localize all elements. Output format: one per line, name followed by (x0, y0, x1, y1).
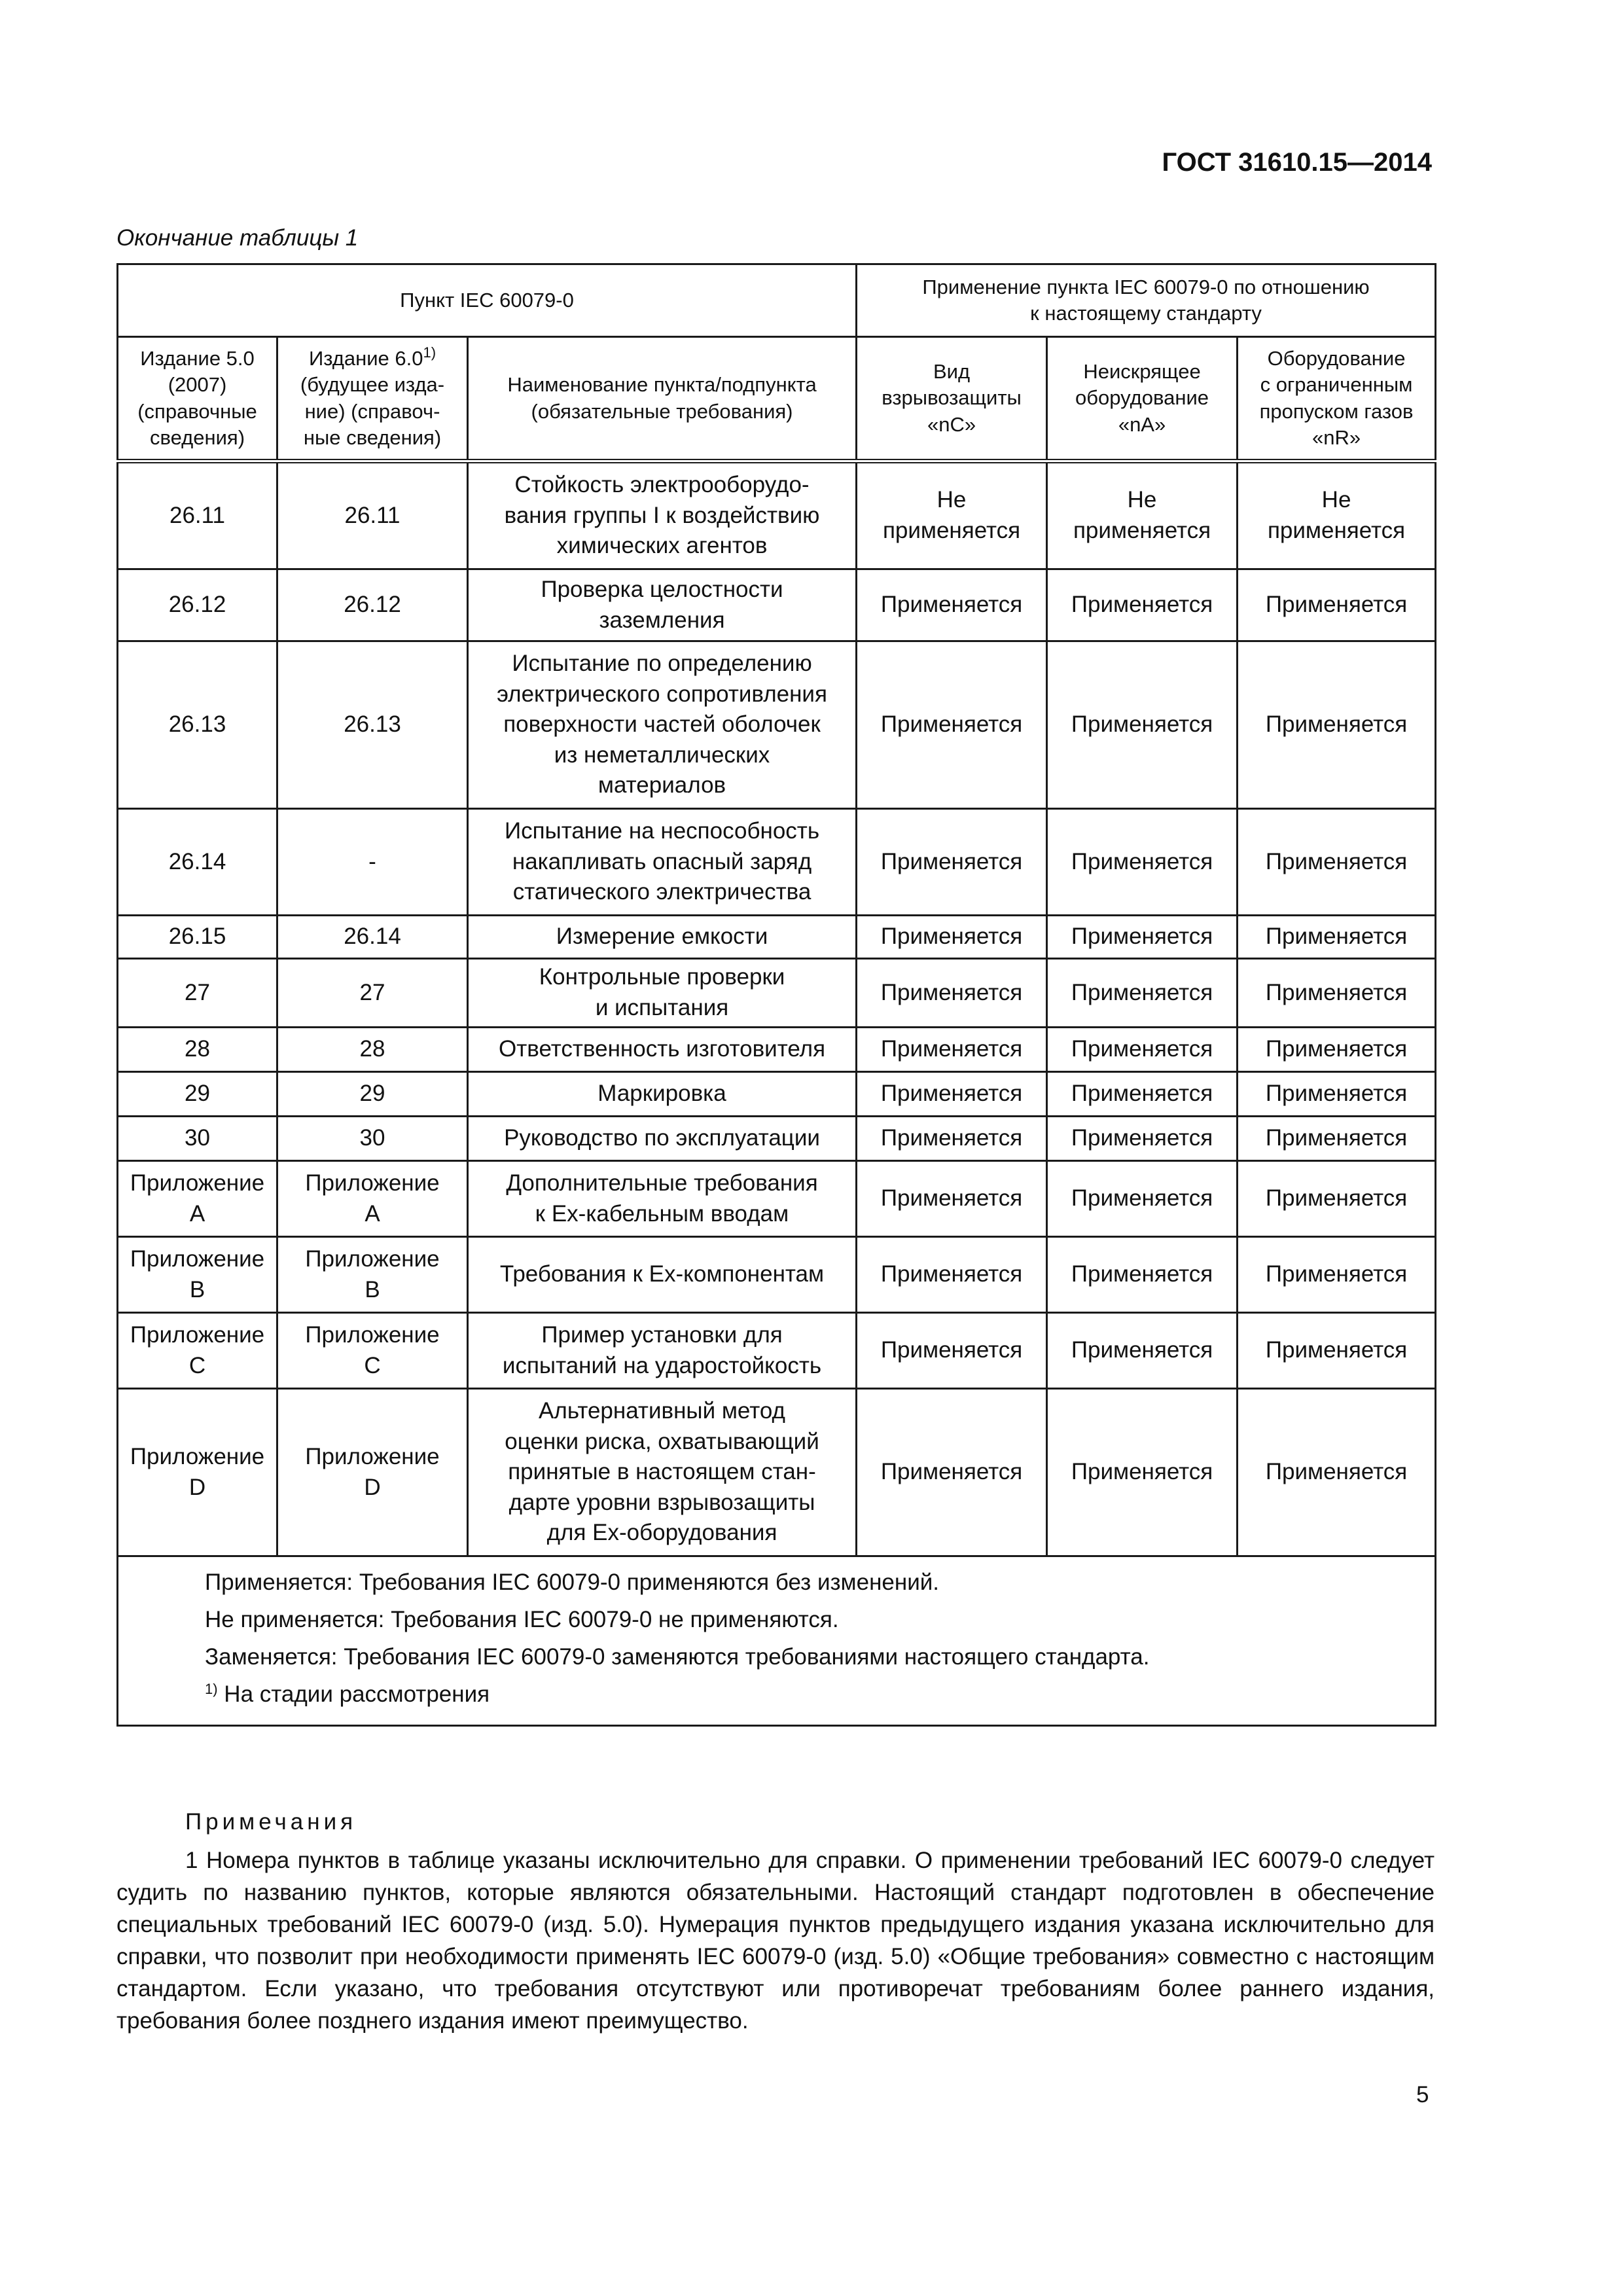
na-cell: Не применяется (1047, 461, 1238, 569)
edition-6-label: Издание 6.0 (308, 346, 423, 370)
footnote-text: На стадии рассмотрения (217, 1681, 490, 1707)
edition-6-cell: Приложение А (277, 1161, 468, 1237)
table-row (118, 461, 1436, 569)
nc-cell: Применяется (857, 569, 1047, 641)
clause-name-cell: Маркировка (468, 1072, 857, 1117)
col-header-nr: Оборудование с ограниченным пропуском газов «nR» (1238, 337, 1436, 461)
edition-6-cell: 28 (277, 1028, 468, 1072)
clause-name-cell: Испытание по определению электрического сопротивления поверхности частей оболочек из неметаллических материалов (468, 641, 857, 809)
na-cell: Применяется (1047, 1237, 1238, 1313)
header-columns-row (118, 337, 1436, 461)
edition-5-cell: 28 (118, 1028, 277, 1072)
nc-cell: Применяется (857, 1117, 1047, 1161)
na-cell: Применяется (1047, 959, 1238, 1028)
na-cell: Применяется (1047, 1313, 1238, 1389)
nr-cell: Применяется (1238, 1161, 1436, 1237)
edition-6-cell: 26.13 (277, 641, 468, 809)
na-cell: Применяется (1047, 1028, 1238, 1072)
nr-cell: Применяется (1238, 569, 1436, 641)
legend-cell (118, 1556, 1436, 1726)
nc-cell: Применяется (857, 1237, 1047, 1313)
edition-5-cell: 30 (118, 1117, 277, 1161)
legend-footnote (205, 1676, 1435, 1713)
header-group-row (118, 264, 1436, 337)
edition-6-cell: Приложение D (277, 1389, 468, 1556)
group-header-application: Применение пункта IEC 60079-0 по отношению к настоящему стандарту (857, 264, 1436, 337)
edition-6-cell: 27 (277, 959, 468, 1028)
na-cell: Применяется (1047, 641, 1238, 809)
edition-5-cell: Приложение B (118, 1237, 277, 1313)
nr-cell: Применяется (1238, 1028, 1436, 1072)
edition-5-cell: 26.13 (118, 641, 277, 809)
footnote-ref: 1) (423, 344, 437, 361)
col-header-clause-name: Наименование пункта/подпункта (обязательные требования) (468, 337, 857, 461)
table-row (118, 916, 1436, 959)
nr-cell: Применяется (1238, 1313, 1436, 1389)
group-header-clause: Пункт IEC 60079-0 (118, 264, 857, 337)
table-row (118, 1237, 1436, 1313)
clause-name-cell: Контрольные проверки и испытания (468, 959, 857, 1028)
clause-name-cell: Стойкость электрооборудо- вания группы I к воздействию химических агентов (468, 461, 857, 569)
table-row (118, 809, 1436, 916)
standard-code: ГОСТ 31610.15—2014 (1162, 148, 1432, 177)
edition-6-cell: 29 (277, 1072, 468, 1117)
table-row (118, 959, 1436, 1028)
clause-name-cell: Испытание на неспособность накапливать опасный заряд статического электричества (468, 809, 857, 916)
table-caption: Окончание таблицы 1 (116, 225, 359, 251)
edition-5-cell: 26.12 (118, 569, 277, 641)
edition-5-cell: 29 (118, 1072, 277, 1117)
table-row (118, 1072, 1436, 1117)
nr-cell: Не применяется (1238, 461, 1436, 569)
edition-6-cell: Приложение C (277, 1313, 468, 1389)
col-header-edition-5: Издание 5.0 (2007) (справочные сведения) (118, 337, 277, 461)
nr-cell: Применяется (1238, 641, 1436, 809)
edition-6-cell: Приложение B (277, 1237, 468, 1313)
nc-cell: Применяется (857, 1161, 1047, 1237)
footnote-mark: 1) (205, 1681, 218, 1697)
clause-name-cell: Альтернативный метод оценки риска, охватывающий принятые в настоящем стан- дарте уровни взрывозащиты для Ex-оборудования (468, 1389, 857, 1556)
nc-cell: Применяется (857, 1028, 1047, 1072)
nc-cell: Не применяется (857, 461, 1047, 569)
edition-5-cell: Приложение А (118, 1161, 277, 1237)
table-row (118, 1313, 1436, 1389)
na-cell: Применяется (1047, 809, 1238, 916)
edition-6-cell: 26.11 (277, 461, 468, 569)
clause-name-cell: Руководство по эксплуатации (468, 1117, 857, 1161)
nr-cell: Применяется (1238, 1072, 1436, 1117)
table-row (118, 1117, 1436, 1161)
edition-5-cell: Приложение C (118, 1313, 277, 1389)
nc-cell: Применяется (857, 959, 1047, 1028)
nr-cell: Применяется (1238, 1389, 1436, 1556)
clause-name-cell: Измерение емкости (468, 916, 857, 959)
edition-6-cell: - (277, 809, 468, 916)
nc-cell: Применяется (857, 916, 1047, 959)
table-row (118, 1389, 1436, 1556)
table-row (118, 1028, 1436, 1072)
legend-applies: Применяется: Требования IEC 60079-0 применяются без изменений. (205, 1570, 940, 1595)
legend-not-applies: Не применяется: Требования IEC 60079-0 не применяются. (205, 1607, 839, 1632)
clause-name-cell: Ответственность изготовителя (468, 1028, 857, 1072)
na-cell: Применяется (1047, 1117, 1238, 1161)
clause-name-cell: Проверка целостности заземления (468, 569, 857, 641)
clause-name-cell: Пример установки для испытаний на ударостойкость (468, 1313, 857, 1389)
notes-title: Примечания (185, 1809, 357, 1835)
table-row (118, 641, 1436, 809)
legend-row (118, 1556, 1436, 1726)
clause-name-cell: Требования к Ex-компонентам (468, 1237, 857, 1313)
edition-6-cell: 30 (277, 1117, 468, 1161)
nr-cell: Применяется (1238, 916, 1436, 959)
nc-cell: Применяется (857, 1072, 1047, 1117)
na-cell: Применяется (1047, 569, 1238, 641)
edition-5-cell: 26.14 (118, 809, 277, 916)
nc-cell: Применяется (857, 809, 1047, 916)
na-cell: Применяется (1047, 1161, 1238, 1237)
edition-5-cell: 26.11 (118, 461, 277, 569)
note-1: 1 Номера пунктов в таблице указаны исключительно для справки. О применении требований IEC 60079-0 следует судить по названию пунктов, которые являются обязательными. Настоящий стандарт подготовлен в обеспечение специальных требований IEC 60079-0 (изд. 5.0). Нумерация пунктов предыдущего издания указана исключительно для справки, что позволит при необходимости применять IEC 60079-0 (изд. 5.0) «Общие требования» совместно с настоящим стандартом. Если указано, что требования отсутствуют или противоречат требованиям более раннего издания, требования более позднего издания имеют преимущество. (116, 1848, 1435, 2034)
na-cell: Применяется (1047, 1072, 1238, 1117)
col-header-nc: Вид взрывозащиты «nC» (857, 337, 1047, 461)
edition-6-cell: 26.12 (277, 569, 468, 641)
table-row (118, 1161, 1436, 1237)
col-header-edition-6 (277, 337, 468, 461)
table-row (118, 569, 1436, 641)
page-number: 5 (1416, 2082, 1429, 2108)
nc-cell: Применяется (857, 1389, 1047, 1556)
nr-cell: Применяется (1238, 959, 1436, 1028)
legend-replaced: Заменяется: Требования IEC 60079-0 заменяются требованиями настоящего стандарта. (205, 1644, 1150, 1670)
nc-cell: Применяется (857, 1313, 1047, 1389)
edition-5-cell: 26.15 (118, 916, 277, 959)
edition-6-note: (будущее изда- ние) (справоч- ные сведения) (300, 373, 445, 449)
edition-6-cell: 26.14 (277, 916, 468, 959)
clause-name-cell: Дополнительные требования к Ex-кабельным вводам (468, 1161, 857, 1237)
col-header-na: Неискрящее оборудование «nA» (1047, 337, 1238, 461)
na-cell: Применяется (1047, 916, 1238, 959)
edition-5-cell: Приложение D (118, 1389, 277, 1556)
clause-table (116, 263, 1436, 1727)
nc-cell: Применяется (857, 641, 1047, 809)
edition-5-cell: 27 (118, 959, 277, 1028)
nr-cell: Применяется (1238, 1237, 1436, 1313)
na-cell: Применяется (1047, 1389, 1238, 1556)
nr-cell: Применяется (1238, 809, 1436, 916)
nr-cell: Применяется (1238, 1117, 1436, 1161)
